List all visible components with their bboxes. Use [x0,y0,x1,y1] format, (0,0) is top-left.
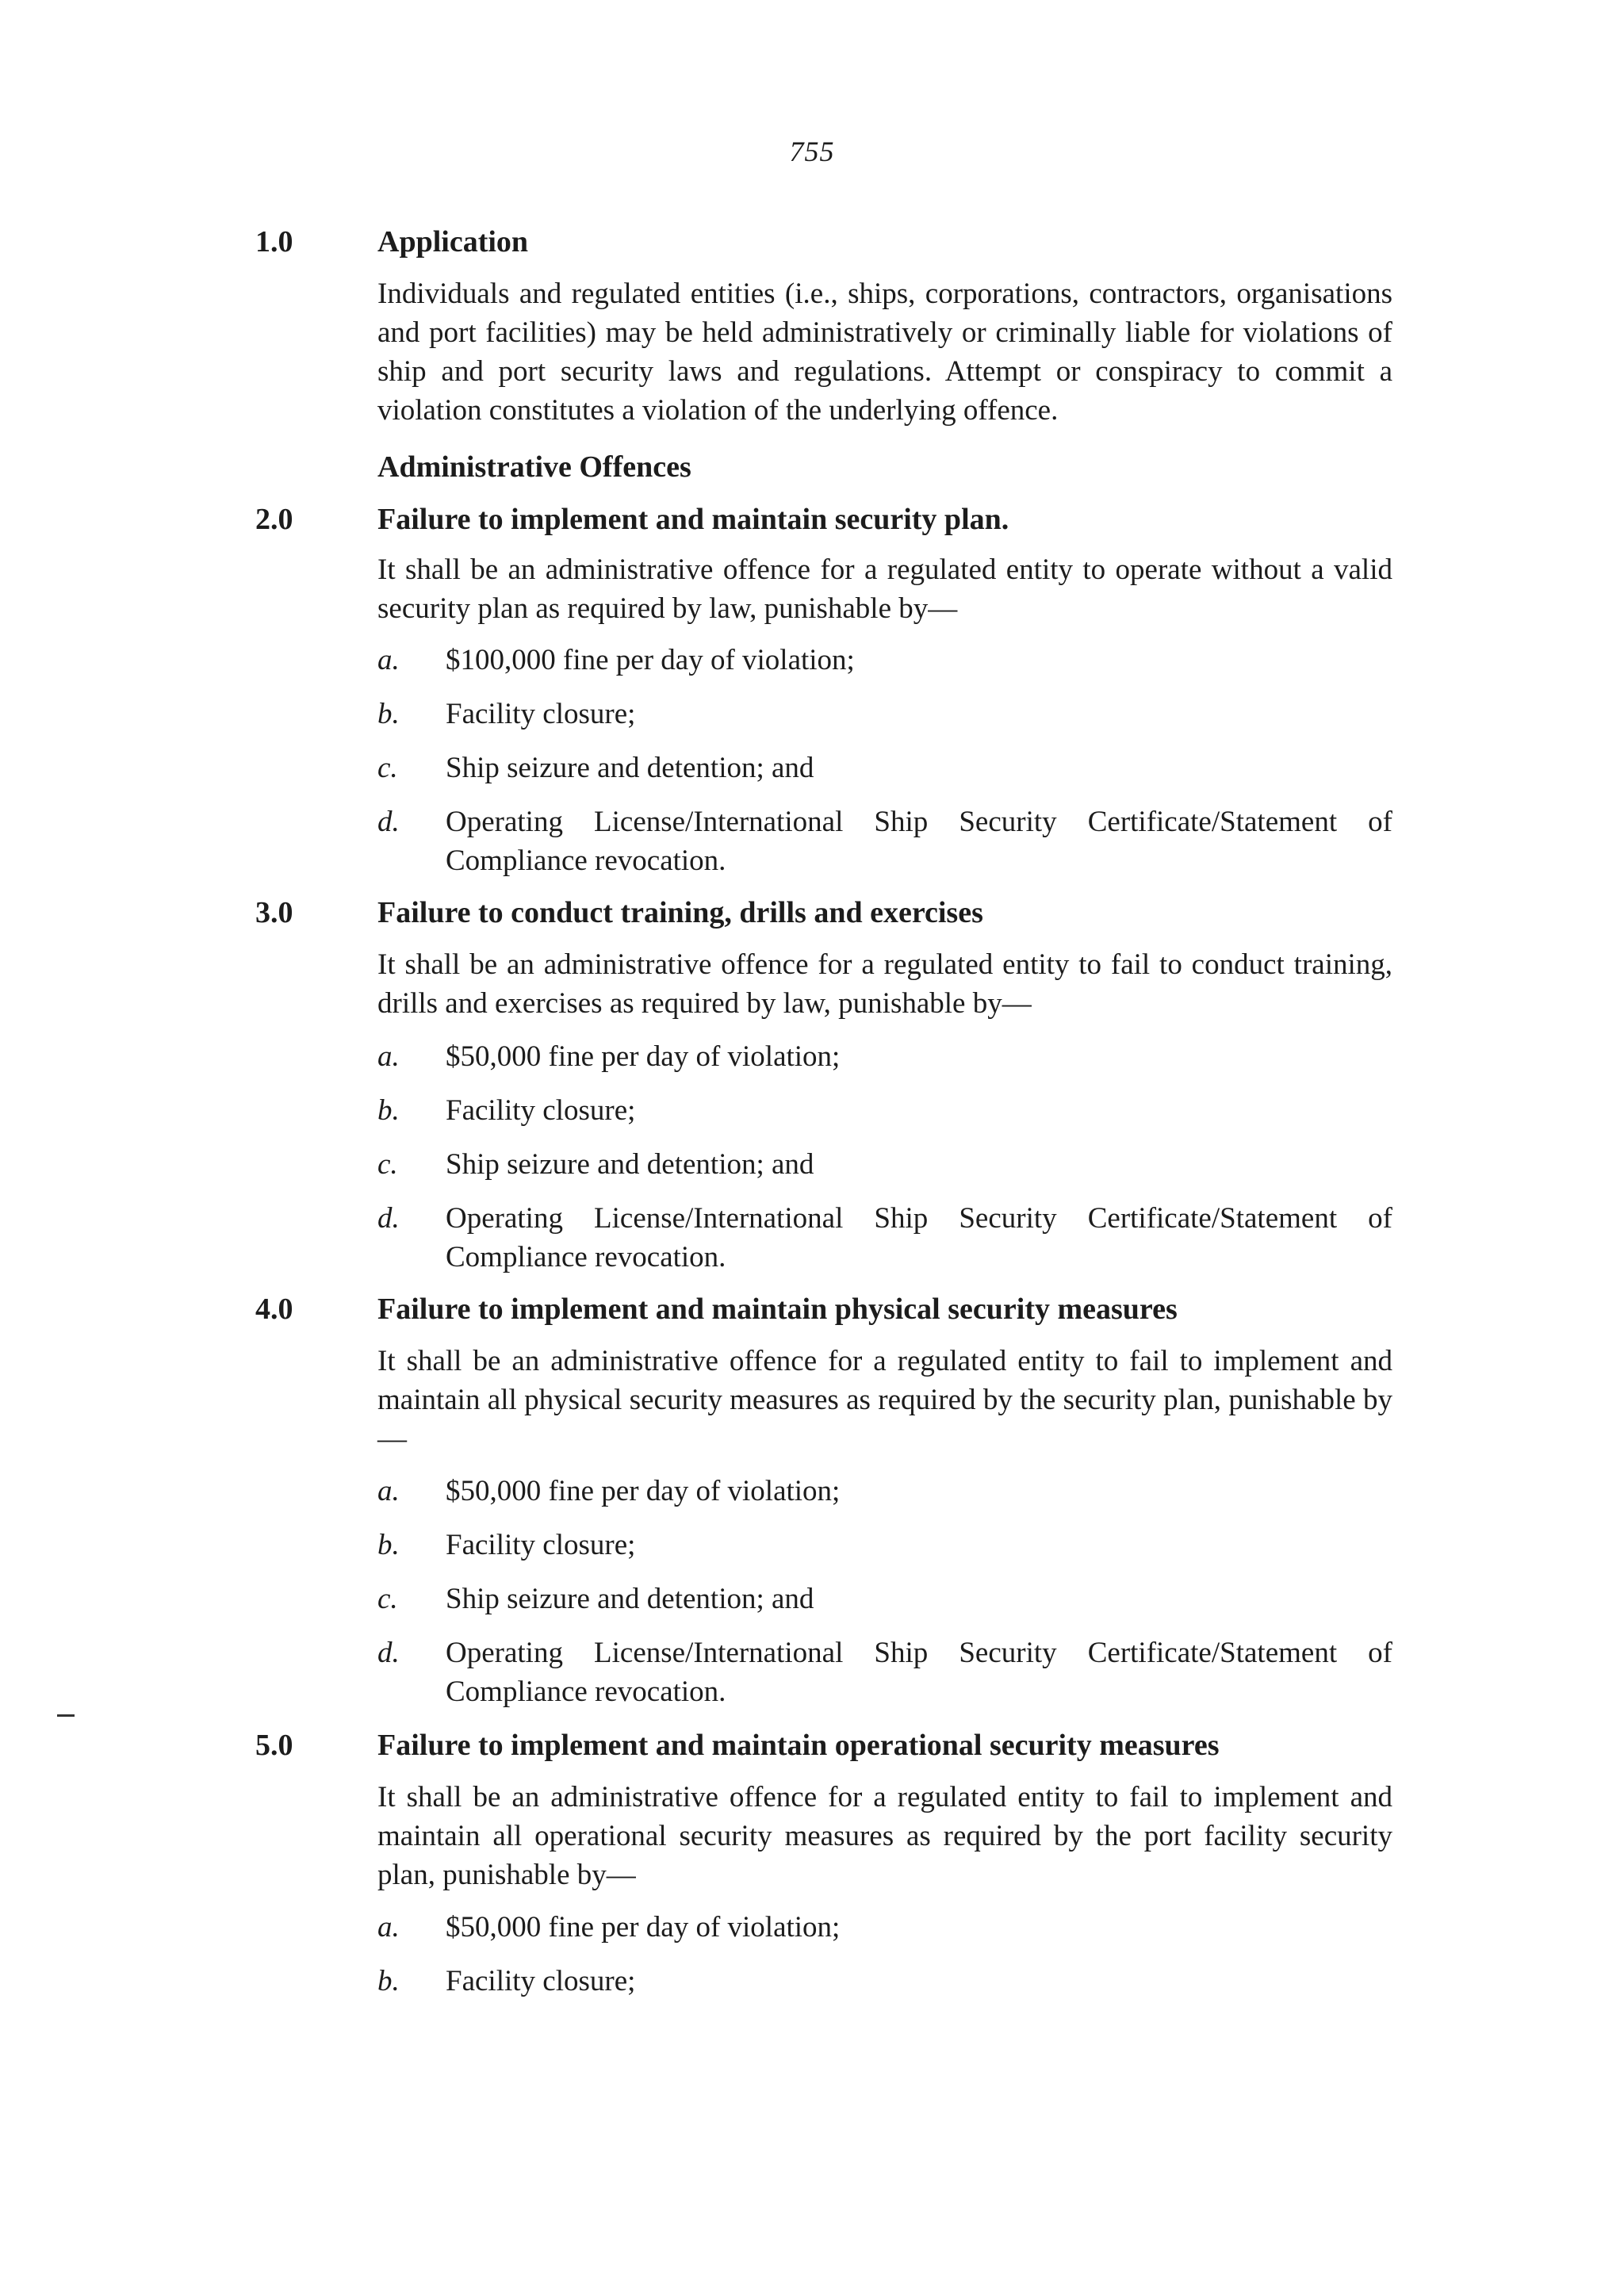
list-item-letter: b. [377,1965,400,1997]
section-number: 1.0 [255,225,293,259]
section-title: Failure to conduct training, drills and exercises [377,896,983,929]
section-paragraph: It shall be an administrative offence for a regulated entity to operate without a valid security plan as required by law, punishable by— [377,553,1392,625]
list-item-text: $50,000 fine per day of violation; [446,1475,841,1507]
margin-mark [57,1714,75,1717]
section-number: 3.0 [255,896,293,929]
list-item-letter: a. [377,1040,400,1073]
list-item-text: Ship seizure and detention; and [446,1148,814,1181]
list-item-letter: c. [377,752,398,784]
list-item-text: Facility closure; [446,698,636,730]
list-item-text: $50,000 fine per day of violation; [446,1911,841,1944]
section-title: Failure to implement and maintain physical security measures [377,1293,1178,1326]
list-item-text: Facility closure; [446,1094,636,1127]
section-paragraph: It shall be an administrative offence for a regulated entity to fail to implement and maintain all operational security measures as required by the port facility security plan, punishable by— [377,1781,1392,1891]
section-paragraph: Individuals and regulated entities (i.e., ships, corporations, contractors, organisations and port facilities) may be held administratively or criminally liable for violations of ship and port security laws and regulations. Attempt or conspiracy to commit a violation constitutes a violation of the underlying offence. [377,278,1392,427]
section-title: Application [377,225,529,259]
page-number: 755 [789,136,835,167]
list-item-text: Ship seizure and detention; and [446,752,814,784]
list-item-text: Operating License/International Ship Security Certificate/Statement of Compliance revocation. [446,1202,1392,1273]
list-item-letter: c. [377,1148,398,1181]
list-item-text: Operating License/International Ship Security Certificate/Statement of Compliance revocation. [446,1637,1392,1708]
section-number: 2.0 [255,503,293,536]
list-item-text: Ship seizure and detention; and [446,1583,814,1615]
section-number: 4.0 [255,1293,293,1326]
list-item-letter: b. [377,1529,400,1561]
list-item-text: Facility closure; [446,1529,636,1561]
administrative-offences-heading: Administrative Offences [377,450,691,484]
section-title: Failure to implement and maintain security plan. [377,503,1009,536]
list-item-letter: d. [377,806,400,838]
list-item-letter: c. [377,1583,398,1615]
list-item-letter: a. [377,1911,400,1944]
list-item-letter: d. [377,1637,400,1669]
section-title: Failure to implement and maintain operational security measures [377,1729,1220,1762]
list-item-letter: b. [377,698,400,730]
list-item-letter: a. [377,644,400,676]
section-paragraph: It shall be an administrative offence for a regulated entity to fail to conduct training, drills and exercises as required by law, punishable by— [377,948,1392,1020]
section-paragraph: It shall be an administrative offence for a regulated entity to fail to implement and maintain all physical security measures as required by the security plan, punishable by— [377,1345,1392,1455]
list-item-text: $50,000 fine per day of violation; [446,1040,841,1073]
list-item-text: $100,000 fine per day of violation; [446,644,855,676]
list-item-text: Facility closure; [446,1965,636,1997]
list-item-letter: d. [377,1202,400,1235]
list-item-letter: a. [377,1475,400,1507]
section-number: 5.0 [255,1729,293,1762]
list-item-letter: b. [377,1094,400,1127]
list-item-text: Operating License/International Ship Security Certificate/Statement of Compliance revocation. [446,806,1392,877]
